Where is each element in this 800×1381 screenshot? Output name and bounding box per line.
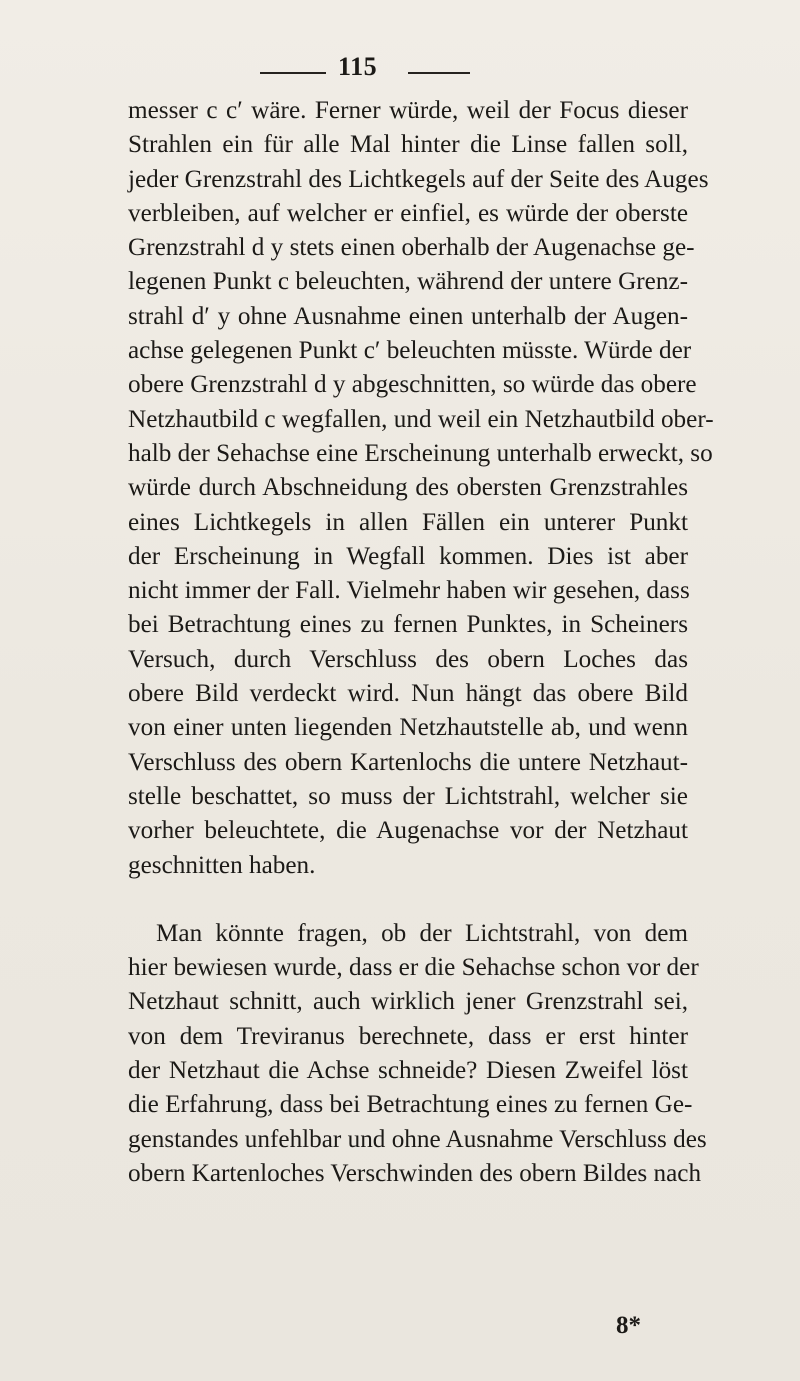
text-line: Man könnte fragen, ob der Lichtstrahl, von dem: [156, 919, 688, 947]
text-line: Strahlen ein für alle Mal hinter die Linse fallen soll,: [128, 131, 688, 159]
text-line: hier bewiesen wurde, dass er die Sehachse schon vor der: [128, 954, 699, 982]
text-line: Netzhautbild c wegfallen, und weil ein Netzhautbild ober-: [128, 405, 714, 433]
text-line: Netzhaut schnitt, auch wirklich jener Grenzstrahl sei,: [128, 988, 688, 1016]
text-line: legenen Punkt c beleuchten, während der untere Grenz-: [128, 268, 688, 296]
header-rule-left: [260, 72, 326, 74]
header-rule-right: [408, 72, 470, 74]
text-line: vorher beleuchtete, die Augenachse vor der Netzhaut: [128, 817, 688, 845]
page-number: 115: [338, 52, 378, 81]
text-line: eines Lichtkegels in allen Fällen ein unterer Punkt: [128, 508, 688, 536]
text-line: stelle beschattet, so muss der Lichtstrahl, welcher sie: [128, 782, 688, 810]
text-line: die Erfahrung, dass bei Betrachtung eines zu fernen Ge-: [128, 1091, 693, 1119]
text-line: messer c c′ wäre. Ferner würde, weil der Focus dieser: [128, 97, 688, 124]
page-header: [0, 46, 800, 81]
paragraph-2: [128, 917, 707, 1191]
text-line: würde durch Abschneidung des obersten Grenzstrahles: [128, 474, 688, 502]
paragraph-1: [128, 94, 714, 883]
text-line: strahl d′ y ohne Ausnahme einen unterhalb der Augen-: [128, 302, 688, 330]
text-line: bei Betrachtung eines zu fernen Punktes, in Scheiners: [128, 611, 688, 639]
text-line: halb der Sehachse eine Erscheinung unterhalb erweckt, so: [128, 439, 713, 467]
text-line: verbleiben, auf welcher er einfiel, es würde der oberste: [128, 199, 688, 227]
text-line: geschnitten haben.: [128, 851, 316, 879]
text-line: obere Bild verdeckt wird. Nun hängt das obere Bild: [128, 680, 688, 708]
text-line: Versuch, durch Verschluss des obern Loches das: [128, 645, 688, 673]
paragraph-spacer: [128, 883, 688, 917]
text-line: Grenzstrahl d y stets einen oberhalb der Augenachse ge-: [128, 234, 695, 262]
text-line: achse gelegenen Punkt c′ beleuchten müsste. Würde der: [128, 337, 692, 365]
text-line: der Netzhaut die Achse schneide? Diesen Zweifel löst: [128, 1057, 688, 1085]
text-line: obere Grenzstrahl d y abgeschnitten, so würde das obere: [128, 371, 697, 399]
text-line: obern Kartenloches Verschwinden des obern Bildes nach: [128, 1159, 702, 1187]
text-line: genstandes unfehlbar und ohne Ausnahme Verschluss des: [128, 1125, 707, 1153]
text-line: der Erscheinung in Wegfall kommen. Dies ist aber: [128, 542, 688, 570]
text-line: Verschluss des obern Kartenlochs die untere Netzhaut-: [128, 748, 688, 776]
text-line: von dem Treviranus berechnete, dass er erst hinter: [128, 1022, 688, 1050]
text-line: nicht immer der Fall. Vielmehr haben wir gesehen, dass: [128, 577, 690, 605]
sheet-signature: 8*: [616, 1312, 641, 1339]
text-line: jeder Grenzstrahl des Lichtkegels auf der Seite des Auges: [128, 165, 709, 193]
body-text: [128, 94, 714, 1191]
text-line: von einer unten liegenden Netzhautstelle ab, und wenn: [128, 714, 688, 742]
